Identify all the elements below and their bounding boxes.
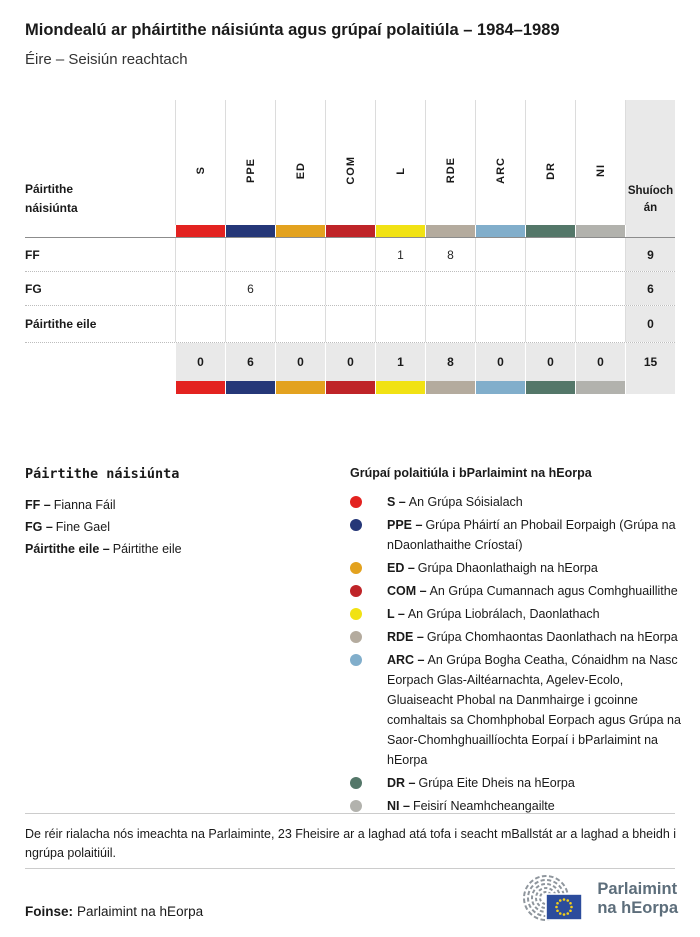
total-cell: 0 — [275, 343, 325, 381]
source-line — [25, 904, 203, 919]
color-bar-RDE — [425, 225, 475, 237]
group-dot-icon — [350, 519, 362, 531]
bar-spacer — [25, 381, 175, 394]
cell — [575, 238, 625, 271]
footnote: De réir rialacha nós imeachta na Parlaiminte, 23 Fheisire ar a laghad atá tofa i seacht mBallstát ar a laghad a bheidh i ngrúpa polaitiúil. — [25, 827, 677, 861]
legend-national-parties — [25, 466, 325, 560]
seats-cell: 6 — [625, 272, 675, 305]
legend-party-item: FF – Fianna Fáil — [25, 498, 116, 512]
cell — [175, 272, 225, 305]
cell — [475, 238, 525, 271]
cell — [175, 306, 225, 342]
color-bar-PPE — [225, 225, 275, 237]
cell — [275, 238, 325, 271]
color-bar-RDE — [425, 381, 475, 394]
source-value: Parlaimint na hEorpa — [77, 904, 204, 919]
group-dot-icon — [350, 562, 362, 574]
source-label: Foinse: — [25, 904, 74, 919]
legend-groups-heading: Grúpaí polaitiúla i bParlaimint na hEorpa — [350, 466, 592, 480]
color-bar-ED — [275, 225, 325, 237]
total-cell: 0 — [175, 343, 225, 381]
cell — [425, 272, 475, 305]
column-header-PPE: PPE — [225, 100, 275, 225]
cell — [425, 306, 475, 342]
column-header-NI: NI — [575, 100, 625, 225]
legend-group-item-ED: ED – Grúpa Dhaonlathaigh na hEorpa — [350, 558, 685, 578]
group-color-bar-bottom — [25, 381, 675, 394]
legend-parties-heading: Páirtithe náisiúnta — [25, 466, 180, 482]
column-header-S: S — [175, 100, 225, 225]
table-row-FG — [25, 272, 675, 306]
cell — [525, 238, 575, 271]
row-label: FG — [25, 281, 42, 296]
divider — [25, 813, 675, 814]
color-bar-ARC — [475, 381, 525, 394]
column-header-ARC: ARC — [475, 100, 525, 225]
table-header-row — [25, 100, 675, 225]
seats-column-fill — [625, 381, 675, 394]
column-header-L: L — [375, 100, 425, 225]
color-bar-ARC — [475, 225, 525, 237]
total-cell: 8 — [425, 343, 475, 381]
group-dot-icon — [350, 585, 362, 597]
cell: 6 — [225, 272, 275, 305]
divider — [25, 868, 675, 869]
cell — [575, 306, 625, 342]
group-dot-icon — [350, 777, 362, 789]
total-cell: 0 — [525, 343, 575, 381]
color-bar-L — [375, 381, 425, 394]
group-color-bar-top — [25, 225, 675, 238]
totals-spacer — [25, 343, 175, 381]
column-header-DR: DR — [525, 100, 575, 225]
legend-party-item: Páirtithe eile – Páirtithe eile — [25, 542, 182, 556]
eu-flag-icon — [546, 894, 582, 920]
total-cell: 1 — [375, 343, 425, 381]
table-totals-row — [25, 343, 675, 381]
cell — [325, 238, 375, 271]
ep-logo — [516, 873, 678, 925]
total-seats-cell: 15 — [625, 343, 675, 381]
row-label: FF — [25, 247, 40, 262]
cell — [475, 306, 525, 342]
cell: 1 — [375, 238, 425, 271]
color-bar-NI — [575, 225, 625, 237]
hemicycle-icon — [516, 873, 588, 925]
page-title: Miondealú ar pháirtithe náisiúnta agus grúpaí polaitiúla – 1984–1989 — [25, 21, 560, 39]
color-bar-COM — [325, 381, 375, 394]
total-cell: 0 — [475, 343, 525, 381]
seats-cell: 9 — [625, 238, 675, 271]
group-dot-icon — [350, 654, 362, 666]
cell — [475, 272, 525, 305]
legend-group-item-S: S – An Grúpa Sóisialach — [350, 492, 685, 512]
color-bar-DR — [525, 381, 575, 394]
row-header-cell — [25, 100, 175, 225]
group-dot-icon — [350, 496, 362, 508]
bar-spacer — [25, 225, 175, 237]
column-header-RDE: RDE — [425, 100, 475, 225]
cell — [175, 238, 225, 271]
ep-logo-wordmark: Parlaimint na hEorpa — [597, 880, 678, 917]
cell — [375, 306, 425, 342]
seats-table — [25, 100, 675, 394]
color-bar-S — [175, 225, 225, 237]
cell — [225, 238, 275, 271]
color-bar-PPE — [225, 381, 275, 394]
cell — [525, 272, 575, 305]
seats-cell: 0 — [625, 306, 675, 342]
cell — [325, 306, 375, 342]
legend-group-item-L: L – An Grúpa Liobrálach, Daonlathach — [350, 604, 685, 624]
color-bar-NI — [575, 381, 625, 394]
cell — [275, 272, 325, 305]
group-dot-icon — [350, 608, 362, 620]
color-bar-L — [375, 225, 425, 237]
color-bar-S — [175, 381, 225, 394]
row-label: Páirtithe eile — [25, 317, 97, 331]
cell — [525, 306, 575, 342]
seats-header-cell: Shuíochán — [625, 100, 675, 225]
cell — [375, 272, 425, 305]
column-header-COM: COM — [325, 100, 375, 225]
legend-group-item-ARC: ARC – An Grúpa Bogha Ceatha, Cónaidhm na Nasc Eorpach Glas-Ailtéarnachta, Agelev-Ecolo, Gluaiseacht Phobal na Danmhairge i gcoinne comhaltais sa Chomhphobal Eorpach agus Grúpa na Saor-Chomhghuaillíochta Eorpaí i bParlaimint na hEorpa — [350, 650, 685, 770]
color-bar-COM — [325, 225, 375, 237]
column-header-ED: ED — [275, 100, 325, 225]
total-cell: 6 — [225, 343, 275, 381]
cell — [575, 272, 625, 305]
group-dot-icon — [350, 631, 362, 643]
legend-party-item: FG – Fine Gael — [25, 520, 110, 534]
color-bar-ED — [275, 381, 325, 394]
legend-group-item-PPE: PPE – Grúpa Pháirtí an Phobail Eorpaigh (Grúpa na nDaonlathaithe Críostaí) — [350, 515, 685, 555]
cell — [275, 306, 325, 342]
page-subtitle: Éire – Seisiún reachtach — [25, 51, 188, 68]
legend-group-item-COM: COM – An Grúpa Cumannach agus Comhghuaillithe — [350, 581, 685, 601]
total-cell: 0 — [325, 343, 375, 381]
seats-column-fill — [625, 225, 675, 237]
legend-group-item-DR: DR – Grúpa Eite Dheis na hEorpa — [350, 773, 685, 793]
total-cell: 0 — [575, 343, 625, 381]
legend-political-groups — [350, 466, 685, 819]
table-row-FF — [25, 238, 675, 272]
legend-group-item-RDE: RDE – Grúpa Chomhaontas Daonlathach na hEorpa — [350, 627, 685, 647]
table-row-other-parties — [25, 306, 675, 343]
cell — [325, 272, 375, 305]
cell: 8 — [425, 238, 475, 271]
cell — [225, 306, 275, 342]
legend-group-item-NI: NI – Feisirí Neamhcheangailte — [350, 796, 685, 816]
group-dot-icon — [350, 800, 362, 812]
color-bar-DR — [525, 225, 575, 237]
row-header-label: Páirtithe náisiúnta — [25, 181, 78, 215]
